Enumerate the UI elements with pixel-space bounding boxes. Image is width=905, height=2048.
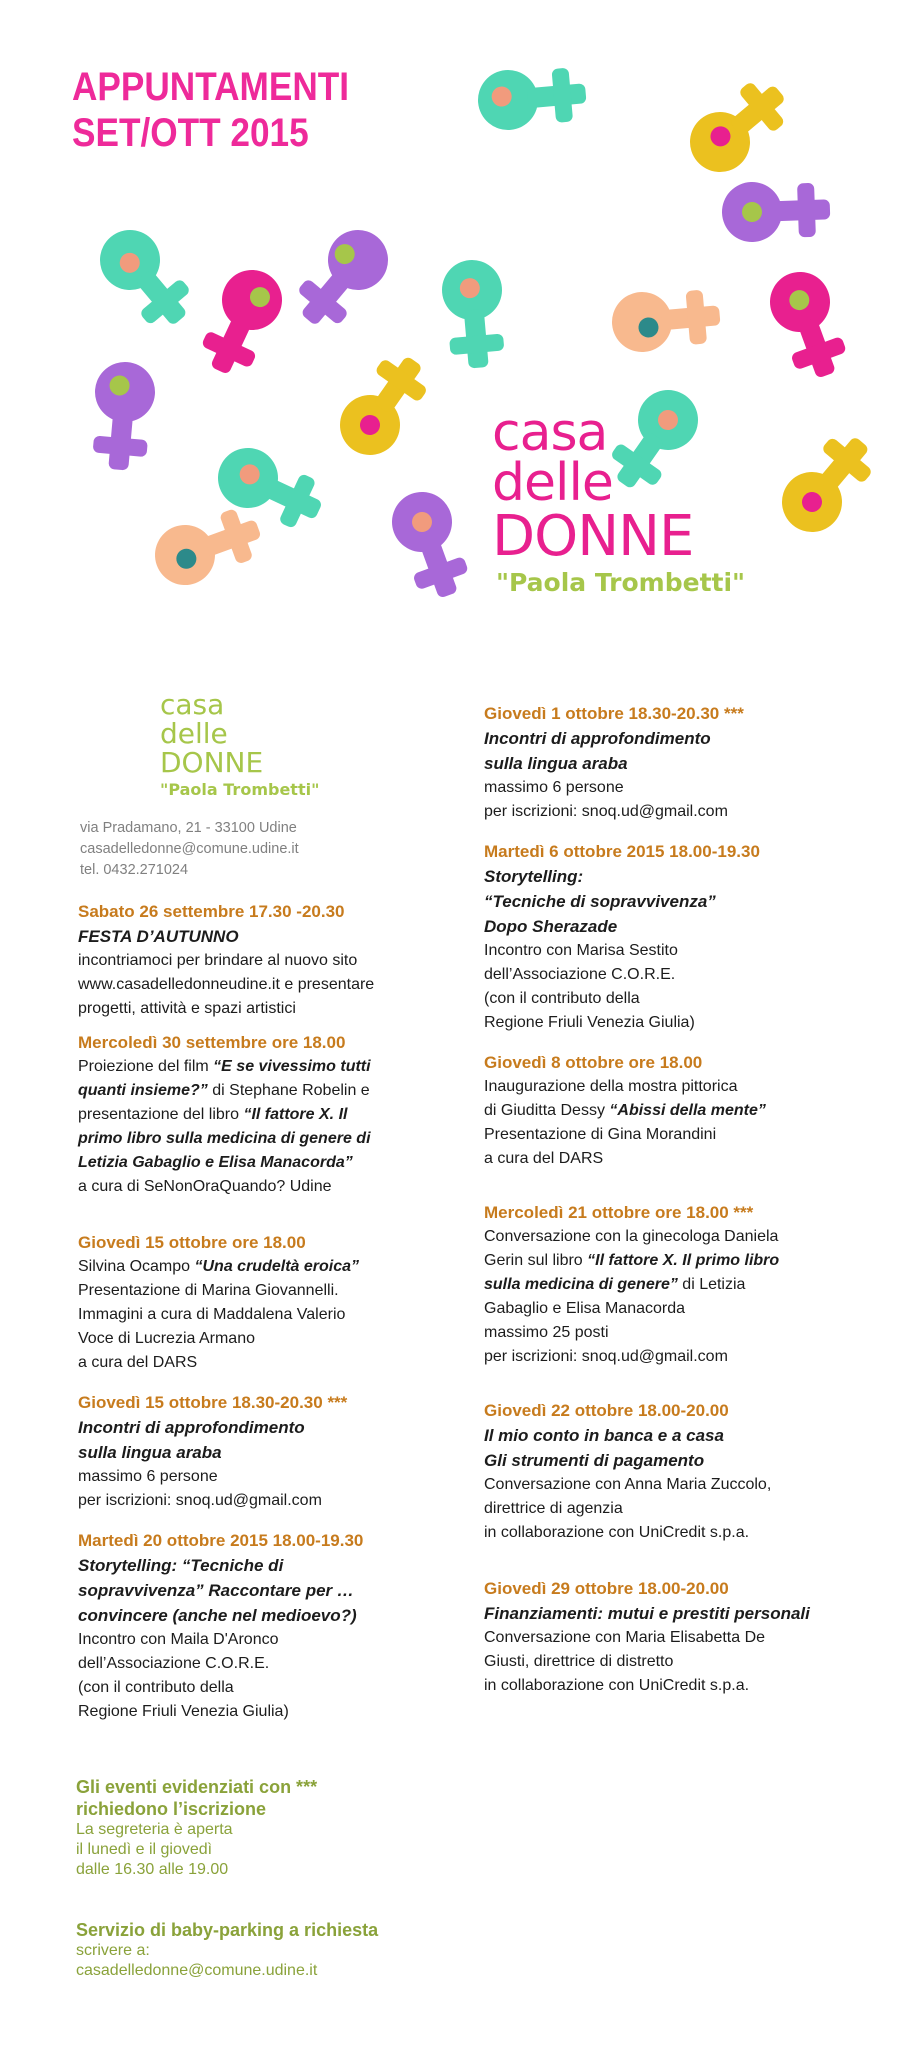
brand-subtitle: "Paola Trombetti" [496,568,746,597]
venus-pink-1 [192,260,292,383]
registration-note-heading-2: richiedono l’iscrizione [76,1799,267,1819]
event-detail-line [484,1225,884,1249]
event-detail-text: Proiezione del film [78,1058,214,1075]
event-detail-line: massimo 6 persone [78,1468,218,1485]
event-date: Martedì 20 ottobre 2015 18.00-19.30 [78,1531,364,1550]
event-date: Mercoledì 21 ottobre ore 18.00 *** [484,1203,754,1222]
brand-word-donne: DONNE [492,504,694,569]
event-detail-text: di Stephane Robelin e [207,1082,370,1099]
event-detail-line [78,1103,478,1127]
event-title: Il mio conto in banca e a casa [484,1426,724,1445]
event-detail-italic: “Il fattore X. Il [243,1106,348,1123]
event-date: Mercoledì 30 settembre ore 18.00 [78,1033,346,1052]
baby-parking-email[interactable]: casadelledonne@comune.udine.it [76,1962,318,1979]
brand-word-delle: delle [492,453,613,513]
baby-parking-heading: Servizio di baby-parking a richiesta [76,1920,379,1940]
venus-teal-3 [439,257,508,370]
event-detail-line [78,1255,478,1279]
brand-word-casa: casa [492,403,608,463]
event-item [484,1201,884,1369]
event-detail-line: dell’Associazione C.O.R.E. [484,966,676,983]
event-date: Martedì 6 ottobre 2015 18.00-19.30 [484,842,760,861]
venus-yellow-1 [328,344,439,467]
events-column-right [484,702,884,1714]
event-detail-line [484,1297,884,1321]
page-headline [72,64,349,156]
event-detail-line: Giusti, direttrice di distretto [484,1653,674,1670]
brand-small-word-delle: delle [160,717,228,750]
event-detail-text: a cura del DARS [484,1150,604,1167]
event-detail-text: di Letizia [677,1276,746,1293]
event-detail-italic: “E se vivessimo tutti [213,1058,371,1075]
headline-line2: SET/OTT 2015 [72,111,309,155]
venus-purple-2 [721,179,831,243]
event-detail-line [484,1273,884,1297]
event-item [78,1031,478,1199]
event-detail-line: in collaborazione con UniCredit s.p.a. [484,1677,750,1694]
event-detail-line: Conversazione con Anna Maria Zuccolo, [484,1476,772,1493]
registration-note [76,1776,317,1880]
event-detail-line: dell’Associazione C.O.R.E. [78,1655,270,1672]
contact-email[interactable]: casadelledonne@comune.udine.it [80,841,299,857]
event-detail-line [78,1055,478,1079]
event-date: Giovedì 15 ottobre 18.30-20.30 *** [78,1393,348,1412]
event-detail-line: in collaborazione con UniCredit s.p.a. [484,1524,750,1541]
headline-line1: APPUNTAMENTI [72,65,350,109]
event-detail-text: Presentazione di Gina Morandini [484,1126,717,1143]
office-hours-line: il lunedì e il giovedì [76,1841,213,1858]
event-detail-text: Inaugurazione della mostra pittorica [484,1078,738,1095]
event-detail-italic: quanti insieme?” [78,1082,208,1099]
event-detail-line [78,1079,478,1103]
event-detail-line: per iscrizioni: snoq.ud@gmail.com [484,803,728,820]
venus-purple-1 [88,359,157,472]
event-item [484,1399,884,1545]
contact-info [80,818,299,881]
event-item [484,1051,884,1171]
event-title: Dopo Sherazade [484,917,618,936]
registration-note-heading-1: Gli eventi evidenziati con *** [76,1777,318,1797]
event-detail-line: Regione Friuli Venezia Giulia) [484,1014,695,1031]
venus-teal-2 [88,218,203,339]
event-title: convincere (anche nel medioevo?) [78,1606,357,1625]
office-hours-line: La segreteria è aperta [76,1821,233,1838]
baby-parking-line: scrivere a: [76,1942,150,1959]
event-detail-line [78,1303,478,1327]
event-detail-text: per iscrizioni: snoq.ud@gmail.com [484,1348,728,1365]
event-date: Giovedì 1 ottobre 18.30-20.30 *** [484,704,744,723]
events-column-left [78,900,478,1740]
baby-parking-note [76,1919,378,1981]
event-title: Gli strumenti di pagamento [484,1451,705,1470]
event-detail-line: (con il contributo della [484,990,640,1007]
event-title: Storytelling: [484,867,584,886]
event-title: Incontri di approfondimento [484,729,711,748]
brand-small-word-donne: DONNE [160,746,264,779]
event-detail-text: massimo 25 posti [484,1324,609,1341]
event-date: Giovedì 15 ottobre ore 18.00 [78,1233,306,1252]
event-detail-italic: primo libro sulla medicina di genere di [78,1130,371,1147]
venus-purple-4 [384,484,477,606]
event-title: “Tecniche di sopravvivenza” [484,892,716,911]
event-detail-line: (con il contributo della [78,1679,234,1696]
event-title: Finanziamenti: mutui e prestiti personali [484,1604,810,1623]
event-detail-italic: sulla medicina di genere” [484,1276,678,1293]
event-detail-line: Conversazione con Maria Elisabetta De [484,1629,766,1646]
event-date: Giovedì 8 ottobre ore 18.00 [484,1053,703,1072]
event-detail-text: Presentazione di Marina Giovannelli. [78,1282,339,1299]
event-item [484,1577,884,1698]
event-detail-text: Conversazione con la ginecologa Daniela [484,1228,779,1245]
event-detail-line: direttrice di agenzia [484,1500,623,1517]
event-detail-line [78,1151,478,1175]
brand-small-word-casa: casa [160,688,225,721]
event-detail-text: Immagini a cura di Maddalena Valerio [78,1306,346,1323]
event-date: Giovedì 29 ottobre 18.00-20.00 [484,1579,729,1598]
event-detail-italic: “Abissi della mente” [609,1102,766,1119]
venus-peach-1 [609,285,722,354]
event-title: FESTA D’AUTUNNO [78,927,239,946]
event-detail-text: Voce di Lucrezia Armano [78,1330,255,1347]
event-detail-line [484,1075,884,1099]
contact-address: via Pradamano, 21 - 33100 Udine [80,820,297,836]
event-detail-text: presentazione del libro [78,1106,244,1123]
event-detail-line: per iscrizioni: snoq.ud@gmail.com [78,1492,322,1509]
event-item [78,1231,478,1375]
event-detail-line: Regione Friuli Venezia Giulia) [78,1703,289,1720]
event-detail-line [78,1127,478,1151]
event-item [484,840,884,1035]
event-detail-line [78,1175,478,1199]
office-hours-line: dalle 16.30 alle 19.00 [76,1861,229,1878]
event-detail-line: massimo 6 persone [484,779,624,796]
event-detail-line: incontriamoci per brindare al nuovo sito [78,952,358,969]
event-detail-text: Gabaglio e Elisa Manacorda [484,1300,686,1317]
event-detail-italic: “Il fattore X. Il primo libro [587,1252,780,1269]
event-date: Giovedì 22 ottobre 18.00-20.00 [484,1401,729,1420]
event-detail-line [484,1147,884,1171]
brand-logo-large [492,403,746,597]
brand-logo-small [160,690,319,799]
event-detail-text: a cura di SeNonOraQuando? Udine [78,1178,332,1195]
event-detail-text: Silvina Ocampo [78,1258,195,1275]
event-detail-line [78,1279,478,1303]
event-detail-italic: “Una crudeltà eroica” [194,1258,359,1275]
venus-pink-2 [762,264,855,386]
event-title: sulla lingua araba [78,1443,222,1462]
event-detail-line: progetti, attività e spazi artistici [78,1000,296,1017]
event-item [484,702,884,824]
event-item [78,1391,478,1513]
event-detail-line [484,1321,884,1345]
event-title: sopravvivenza” Raccontare per … [78,1581,354,1600]
venus-yellow-2 [678,69,799,184]
venus-peach-2 [147,500,269,593]
event-detail-line: Incontro con Maila D'Aronco [78,1631,279,1648]
event-detail-line [484,1099,884,1123]
event-detail-line: Incontro con Marisa Sestito [484,942,678,959]
event-title: Incontri di approfondimento [78,1418,305,1437]
venus-teal-1 [475,63,588,132]
event-detail-text: a cura del DARS [78,1354,198,1371]
event-detail-line [78,1351,478,1375]
event-detail-italic: Letizia Gabaglio e Elisa Manacorda” [78,1154,353,1171]
event-detail-line: www.casadelledonneudine.it e presentare [78,976,375,993]
event-detail-line [484,1123,884,1147]
event-title: Storytelling: “Tecniche di [78,1556,284,1575]
event-detail-line [484,1249,884,1273]
event-detail-text: di Giuditta Dessy [484,1102,610,1119]
event-title: sulla lingua araba [484,754,628,773]
event-detail-line [78,1327,478,1351]
event-item [78,900,478,1021]
event-detail-text: Gerin sul libro [484,1252,588,1269]
event-date: Sabato 26 settembre 17.30 -20.30 [78,902,345,921]
event-detail-line [484,1345,884,1369]
brand-small-subtitle: "Paola Trombetti" [160,780,320,799]
venus-purple-3 [285,218,400,339]
venus-yellow-3 [770,423,885,544]
contact-phone: tel. 0432.271024 [80,862,189,878]
event-item [78,1529,478,1724]
